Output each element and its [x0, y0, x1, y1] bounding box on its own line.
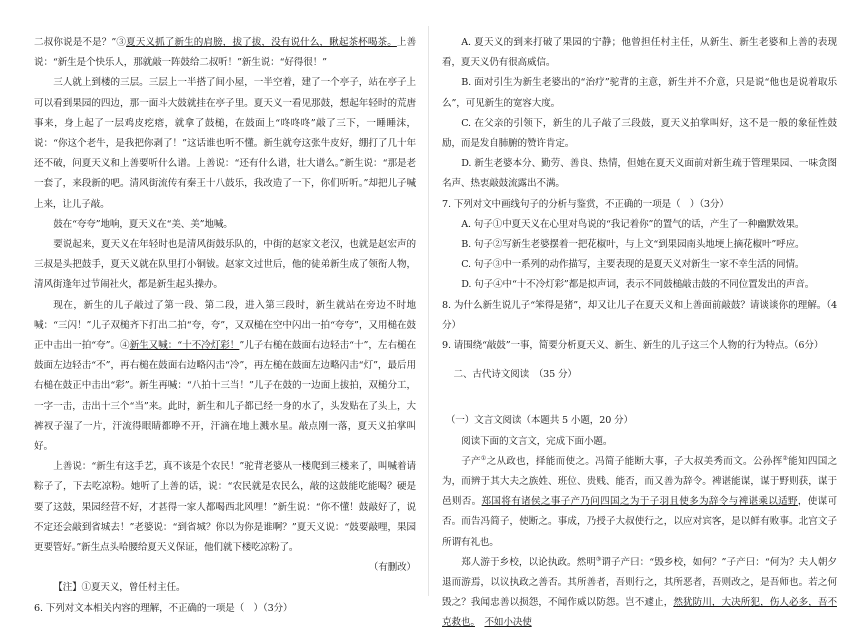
text-run: 上善说：“新生是个快乐人，那就敲一阵鼓给二叔听！”新生说：“好得很！”	[34, 37, 417, 69]
text-run: 现在，新生的儿子敲过了第一段、第二段，进入第三段时，新生就站在旁边不时地喊：“三闪！”儿子双槌齐下打出二拍“夸，夸”，又双槌在空中闪出一拍“夸夸”，又用槌在鼓正中击出一拍“夸”。④	[34, 299, 416, 352]
text-run: 谓子产曰：“毁乡校，如何？”子产曰：“何为？夫人朝夕退而游焉，以议执政之善否。其所善者，吾则行之，其所恶者，吾则改之，是吾师也。若之何毁之？我闻忠善以损怨，不闻作威以防怨。岂不遽止，	[442, 556, 837, 609]
footnote-marker: ③	[595, 555, 602, 563]
text-run: ，使谋可否。而告冯简子，使断之。事成，乃授子大叔使行之，以应对宾客，是以鲜有败事。北宫文子所谓有礼也。	[442, 496, 837, 548]
section-heading: 二、古代诗文阅读 （35 分）	[453, 369, 577, 381]
underlined-translation-sentence: 不如小决使	[484, 617, 532, 629]
passage-paragraph: 上善说：“新生有这手艺，真不该是个农民！”驼背老婆从一楼爬到三楼来了，叫喊着请粽子了，下去吃凉粉。她听了上善的话，说：“农民就是农民么，敲的这鼓能吃能喝？硬是要了这鼓，果园经营不好，才甚得一家人都喝西北风哩！”新生说：“你不懂！鼓敲好了，说不定还会敲到省城去！”老婆说：“到省城？你以为你是谁啊？”夏天义说：“鼓要敲哩，果园更要管好。”新生点头哈腰给夏天义保证，他们就下楼吃凉粉了。	[34, 461, 416, 554]
text-run: 之从政也，择能而使之。冯简子能断大事，子大叔美秀而文。公孙挥	[486, 455, 783, 467]
underlined-translation-sentence: 然犹防川，大决所犯，伤人必多，吾不克救也。	[442, 597, 837, 629]
option-d: D. 新生老婆本分、勤劳、善良、热情，但她在夏天义面前对新生疏于管理果园、一味贪图名声、热衷敲鼓流露出不满。	[442, 158, 837, 190]
questions-column	[442, 33, 837, 634]
underlined-sentence-4: 新生又喊：“十不冷灯彩！	[129, 340, 240, 352]
passage-paragraph: 三人就上到楼的三层。三层上一半搭了间小屋，一半空着，建了一个亭子，站在亭子上可以看到果园的四边，那一面斗大鼓就挂在亭子里。夏天义一看见那鼓，想起年轻时的荒唐事来，身上起了一层鸡皮疙瘩，就拿了鼓槌，在鼓面上“咚咚咚”敲了三下，一睡睡沫，说：“你这个老牛，是我把你剥了！”这话谁也听不懂。新生就夸这张牛皮好，绷打了几十年还不破，问夏天义和上善要听什么谱。上善说：“还有什么谱，壮大谱么。”新生说：“那是老一套了，来段新的吧。清风街流传有秦王十八鼓乐，我改造了一下，你们听听。”却把儿子喊上来，让儿子敲。	[34, 77, 416, 210]
passage-paragraph: 鼓在“夸夸”地响，夏天义在“美、美”地喊。	[53, 218, 233, 230]
underlined-punctuation-sentence: 郑国将有诸侯之事子产乃问四国之为于子羽且使多为辞令与裨谌乘以适野	[481, 496, 798, 508]
classical-paragraph	[442, 452, 837, 553]
footnote: 【注】①夏天义，曾任村主任。	[53, 582, 186, 594]
classical-paragraph	[442, 553, 837, 634]
question-7-option-c: C. 句子③中一系列的动作描写，主要表现的是夏天义对新生一家不幸生活的同情。	[461, 259, 805, 271]
passage-paragraph: 要说起来，夏天义在年轻时也是清风街鼓乐队的，中街的赵家文老汉，也就是赵宏声的三叔是头把鼓手，夏天义就在队里打小铜钹。赵家文过世后，他的徒弟新生成了领衔人物，清风街逢年过节闹社火，都是新生起头操办。	[34, 239, 416, 291]
reading-passage-column	[34, 33, 416, 619]
column-divider	[428, 26, 429, 596]
instruction: 阅读下面的文言文，完成下面小题。	[461, 435, 613, 447]
spacer	[442, 356, 837, 365]
footnote-marker: ②	[782, 454, 789, 462]
question-7: 7. 下列对文中画线句子的分析与鉴赏，不正确的一项是（ ）（3分）	[442, 198, 729, 210]
question-7-option-b: B. 句子②写新生老婆摆着一把花椒叶，与上文“到果园南头地埂上摘花椒叶”呼应。	[461, 239, 805, 251]
question-7-option-a: A. 句子①中夏天义在心里对鸟说的“我记着你”的置气的话，产生了一种幽默效果。	[461, 218, 805, 230]
option-b: B. 面对引生为新生老婆出的“治疗”驼背的主意，新生并不介意，只是说“他也是说着取乐么”，可见新生的宽容大度。	[442, 77, 837, 109]
underlined-sentence-3: 夏天义抓了新生的肩膀，拔了拔，没有说什么，瞅起茶杯喝茶。	[126, 37, 397, 48]
text-run: ”儿子右槌在鼓面右边轻击“十”，左右槌在鼓面左边轻击“不”，再右槌在鼓面右边略闪击“冷”，再左槌在鼓面左边略闪击“灯”，最后用右槌在鼓正中击出“彩”。新生再喊：“八拍十三当！”儿子在鼓的一边面上拔拍，双槌分工，一字一击，击出十三个“当”来。此时，新生和儿子都已经一身的水了，头发贴在了头上，大裤衩子湿了一片，汗流得眼睛都睁不开，汗滴在地上溅水星。敲点刚一落，夏天义拍掌叫好。	[34, 340, 416, 453]
passage-paragraph	[34, 296, 416, 458]
text-run: 能知四国之为，而辨于其大夫之族姓、班位、贵贱、能否，而又善为辞令。裨谌能谋，谋于野则获，谋于邑则否。	[442, 455, 838, 508]
question-8: 8. 为什么新生说儿子“笨得是猪”，却又让儿子在夏天义和上善面前敲鼓？请谈谈你的理解。（4分）	[442, 299, 837, 331]
question-6: 6. 下列对文本相关内容的理解，不正确的一项是（ ）（3分）	[34, 602, 293, 614]
spacer	[442, 385, 837, 411]
option-c: C. 在父亲的引领下，新生的儿子敲了三段鼓，夏天义拍掌叫好，这不是一般的象征性鼓励，而是发自肺腑的赞许肯定。	[442, 117, 837, 150]
question-9: 9. 请围绕“敲鼓”一事，简要分析夏天义、新生、新生的儿子这三个人物的行为特点。（6分）	[442, 340, 824, 352]
source-note: （有删改）	[368, 562, 416, 574]
question-7-option-d: D. 句子④中“十不冷灯彩”都是拟声词，表示不同鼓槌敲击鼓的不同位置发出的声音。	[461, 279, 815, 291]
footnote-marker: ①	[480, 454, 487, 462]
passage-paragraph	[34, 33, 416, 73]
subsection-heading: （一）文言文阅读（本题共 5 小题，20 分）	[445, 415, 633, 427]
text-run: 二叔你说是不是？”③	[34, 37, 127, 48]
option-a: A. 夏天义的到来打破了果园的宁静；他曾担任村主任，从新生、新生老婆和上善的表现看，夏天义仍有很高威信。	[442, 37, 837, 69]
text-run: 郑人游于乡校，以论执政。然明	[461, 556, 596, 568]
text-run: 子产	[461, 455, 481, 467]
